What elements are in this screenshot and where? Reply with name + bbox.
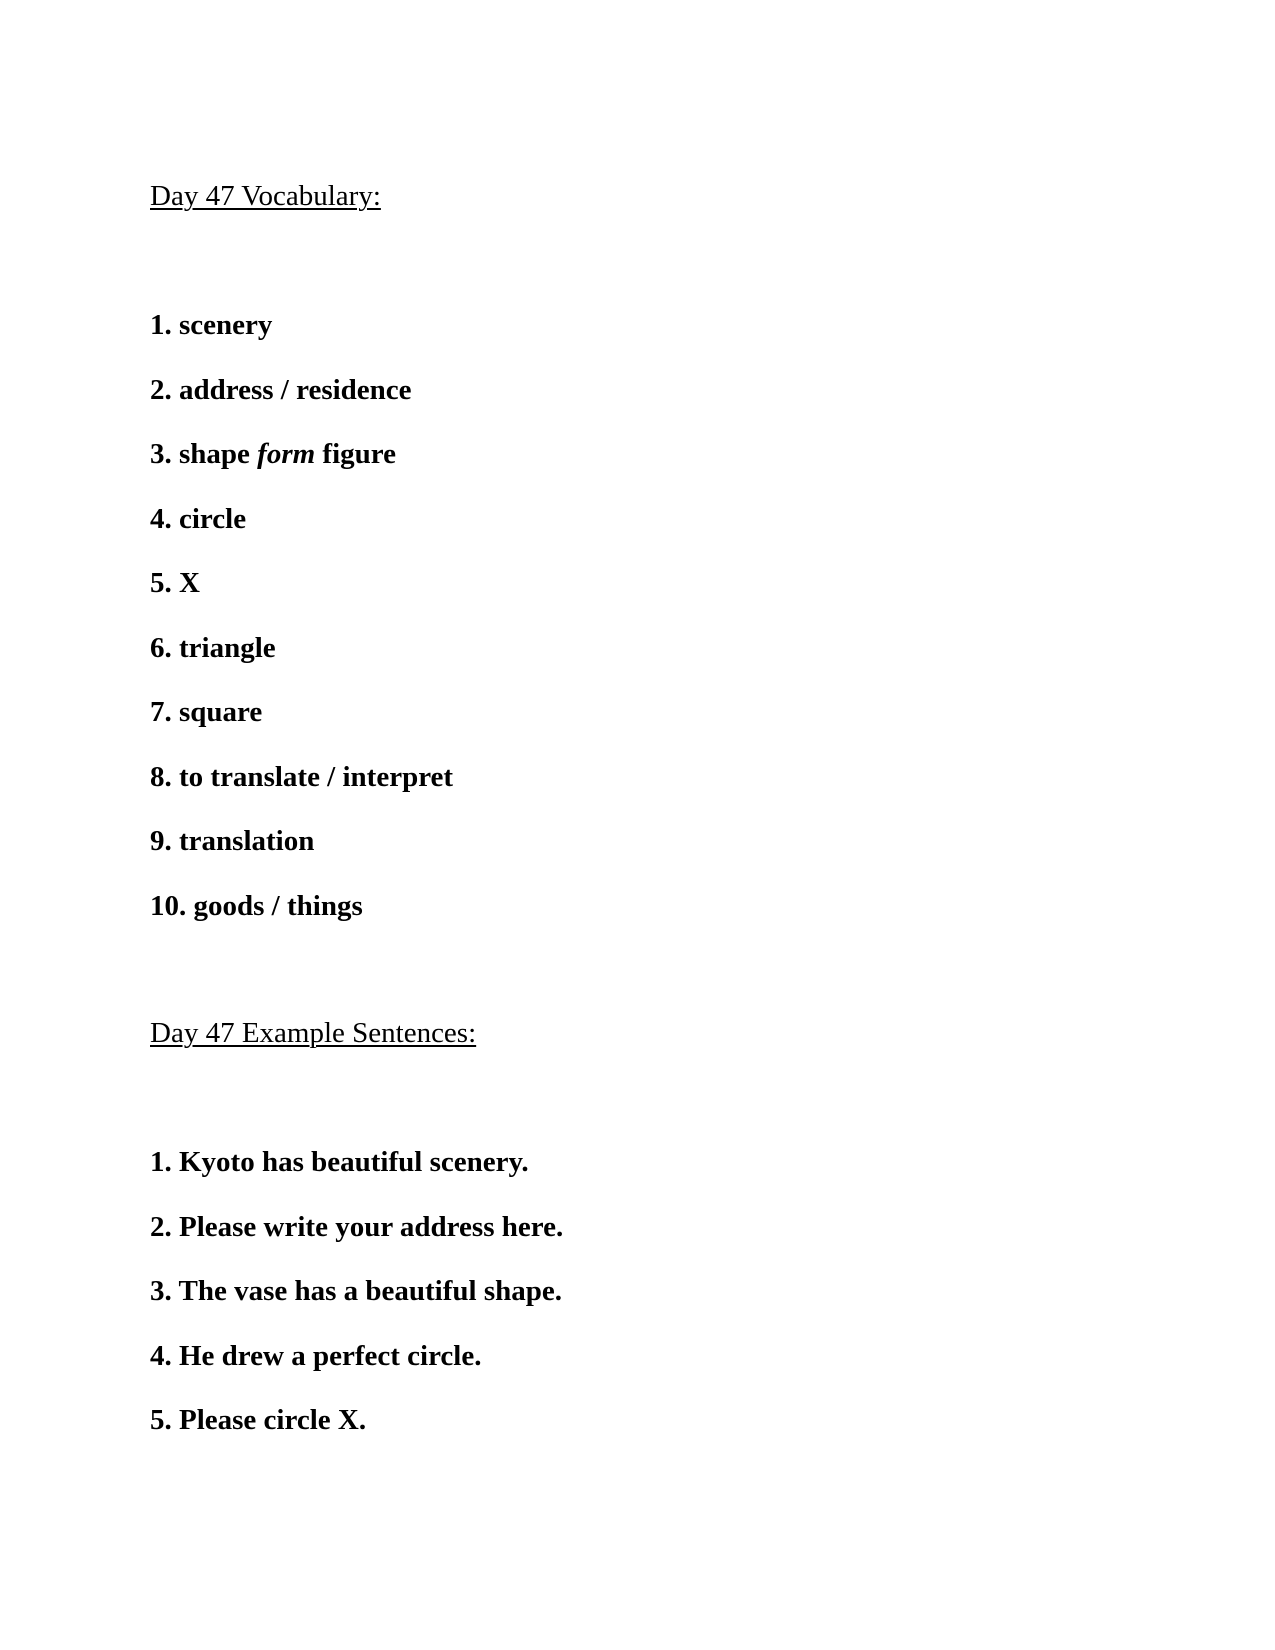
vocabulary-item: 10. goods / things — [150, 889, 363, 922]
vocabulary-item: 5. X — [150, 567, 200, 599]
vocabulary-item: 6. triangle — [150, 631, 276, 664]
vocabulary-item: 3. shape form figure — [150, 438, 396, 470]
vocabulary-item: 4. circle — [150, 502, 247, 535]
vocabulary-item: 2. address / residence — [150, 373, 412, 406]
sentences-list — [150, 1148, 563, 1471]
sentence-item: 1. Kyoto has beautiful scenery. — [150, 1146, 529, 1178]
vocabulary-item: 7. square — [150, 696, 263, 728]
vocabulary-item: 9. translation — [150, 825, 315, 857]
vocabulary-item: 1. scenery — [150, 309, 273, 341]
sentences-heading: Day 47 Example Sentences: — [150, 1017, 477, 1049]
sentence-item: 4. He drew a perfect circle. — [150, 1339, 482, 1372]
sentence-item: 3. The vase has a beautiful shape. — [150, 1275, 562, 1307]
sentence-item: 2. Please write your address here. — [150, 1210, 564, 1243]
sentence-item: 5. Please circle X. — [150, 1404, 367, 1436]
vocabulary-heading: Day 47 Vocabulary: — [150, 180, 381, 212]
vocabulary-list — [150, 311, 453, 956]
vocabulary-item: 8. to translate / interpret — [150, 760, 454, 793]
italic-word: form — [257, 438, 316, 470]
